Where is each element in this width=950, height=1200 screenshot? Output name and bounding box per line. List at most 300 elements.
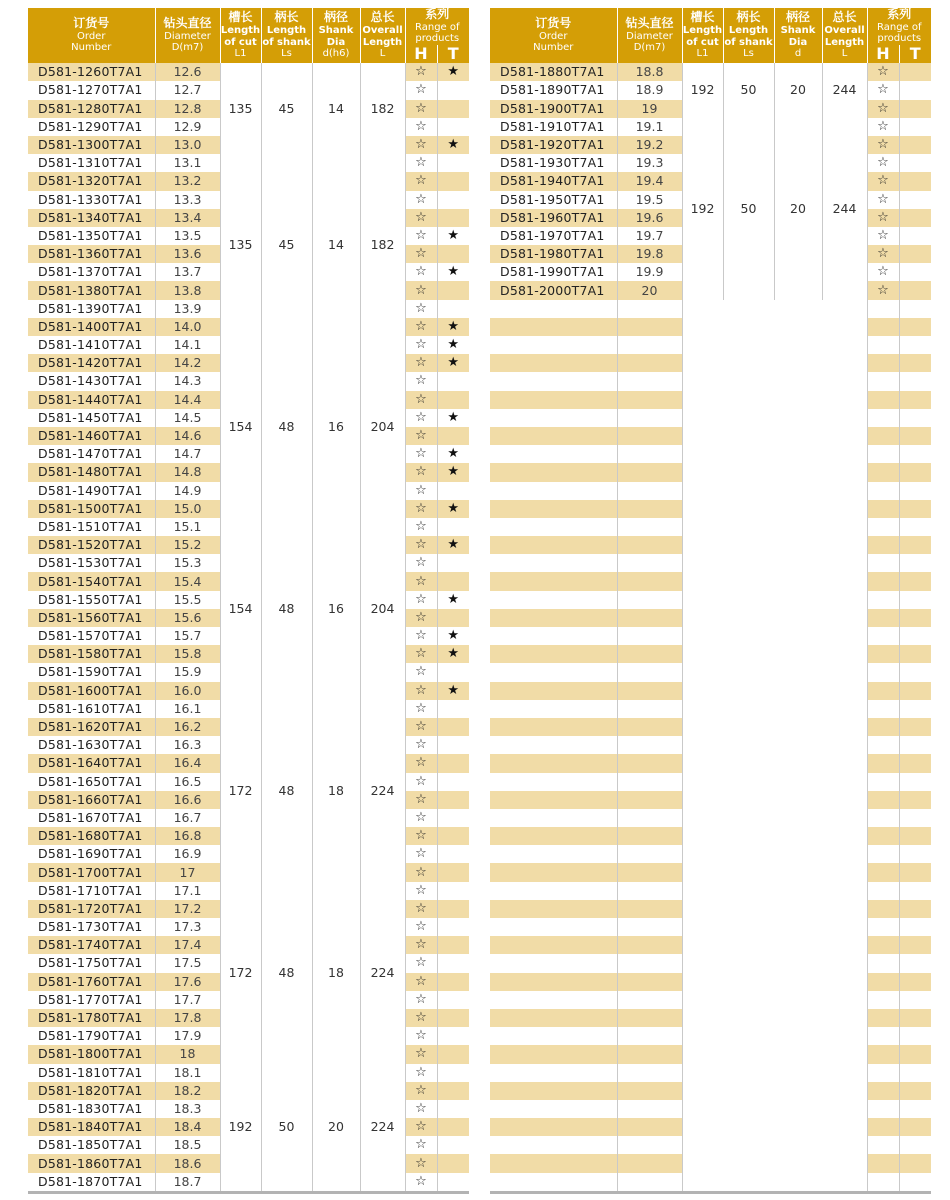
order-number-cell: D581-1660T7A1 <box>28 791 155 809</box>
empty-cell <box>867 809 899 827</box>
empty-cell <box>867 1027 899 1045</box>
empty-cell <box>617 791 682 809</box>
table-row <box>28 63 469 81</box>
length-of-cut-cell: 172 <box>220 700 261 882</box>
series-h-star-icon: ☆ <box>405 118 437 136</box>
empty-cell <box>617 1027 682 1045</box>
length-of-shank-cell: 50 <box>261 1064 312 1193</box>
empty-cell <box>867 372 899 390</box>
series-t-cell <box>437 773 469 791</box>
series-t-cell <box>437 245 469 263</box>
series-t-star-icon: ★ <box>447 628 460 644</box>
empty-cell <box>490 409 617 427</box>
series-h-star-icon: ☆ <box>405 154 437 172</box>
overall-length-cell: 182 <box>360 154 405 336</box>
diameter-cell: 13.1 <box>155 154 220 172</box>
shank-dia-cell: 16 <box>312 518 360 700</box>
empty-cell <box>899 427 931 445</box>
series-t-cell <box>899 172 931 190</box>
series-h-star-icon: ☆ <box>405 572 437 590</box>
empty-cell <box>617 463 682 481</box>
overall-length-cell: 244 <box>822 63 867 118</box>
order-number-cell: D581-1950T7A1 <box>490 191 617 209</box>
empty-cell <box>899 500 931 518</box>
empty-cell <box>490 500 617 518</box>
header-length-of-shank: 柄长 Length of shank Ls <box>261 8 312 63</box>
empty-cell <box>867 536 899 554</box>
empty-cell <box>490 627 617 645</box>
empty-cell <box>617 1136 682 1154</box>
series-t-cell <box>437 482 469 500</box>
empty-cell <box>490 773 617 791</box>
series-h-star-icon: ☆ <box>405 791 437 809</box>
order-number-cell: D581-1450T7A1 <box>28 409 155 427</box>
empty-cell <box>490 845 617 863</box>
series-t-cell <box>437 718 469 736</box>
series-h-star-icon: ☆ <box>405 900 437 918</box>
length-of-shank-cell: 50 <box>723 63 774 118</box>
series-t-cell <box>899 191 931 209</box>
empty-cell <box>490 900 617 918</box>
header-length-of-cut: 槽长 Length of cut L1 <box>220 8 261 63</box>
empty-cell <box>617 354 682 372</box>
order-number-cell: D581-1770T7A1 <box>28 991 155 1009</box>
empty-cell <box>617 1173 682 1193</box>
diameter-cell: 16.2 <box>155 718 220 736</box>
empty-cell <box>617 754 682 772</box>
empty-cell <box>867 554 899 572</box>
empty-cell <box>617 318 682 336</box>
series-h-star-icon: ☆ <box>405 281 437 299</box>
order-number-cell: D581-1750T7A1 <box>28 954 155 972</box>
header-series-t: T <box>899 45 931 63</box>
empty-cell <box>490 427 617 445</box>
empty-cell <box>490 1027 617 1045</box>
empty-cell <box>899 518 931 536</box>
empty-cell <box>617 1045 682 1063</box>
diameter-cell: 17.4 <box>155 936 220 954</box>
series-t-cell <box>437 1154 469 1172</box>
empty-cell <box>617 609 682 627</box>
empty-cell <box>490 572 617 590</box>
empty-cell <box>899 882 931 900</box>
empty-cell <box>617 1082 682 1100</box>
empty-cell <box>617 663 682 681</box>
header-series-h: H <box>867 45 899 63</box>
series-t-cell <box>437 609 469 627</box>
header-series-t: T <box>437 45 469 63</box>
empty-cell <box>867 900 899 918</box>
series-h-star-icon: ☆ <box>867 63 899 81</box>
empty-cell <box>617 1100 682 1118</box>
series-h-star-icon: ☆ <box>405 1009 437 1027</box>
series-h-star-icon: ☆ <box>405 81 437 99</box>
empty-cell <box>617 518 682 536</box>
series-h-star-icon: ☆ <box>405 554 437 572</box>
empty-cell <box>899 645 931 663</box>
empty-cell <box>899 1045 931 1063</box>
series-h-star-icon: ☆ <box>405 445 437 463</box>
diameter-cell: 19.3 <box>617 154 682 172</box>
empty-cell <box>899 591 931 609</box>
order-number-cell: D581-1900T7A1 <box>490 100 617 118</box>
length-of-shank-cell: 48 <box>261 882 312 1064</box>
series-t-star-icon: ★ <box>447 446 460 462</box>
series-t-cell <box>437 172 469 190</box>
empty-cell <box>490 936 617 954</box>
overall-length-cell: 182 <box>360 63 405 154</box>
series-t-star-icon: ★ <box>437 682 469 700</box>
order-number-cell: D581-1710T7A1 <box>28 882 155 900</box>
series-t-cell <box>437 372 469 390</box>
order-number-cell: D581-1540T7A1 <box>28 572 155 590</box>
diameter-cell: 15.7 <box>155 627 220 645</box>
series-h-star-icon: ☆ <box>405 863 437 881</box>
series-h-star-icon: ☆ <box>405 627 437 645</box>
diameter-cell: 14.3 <box>155 372 220 390</box>
length-of-cut-cell: 154 <box>220 336 261 518</box>
diameter-cell: 16.7 <box>155 809 220 827</box>
order-number-cell: D581-1690T7A1 <box>28 845 155 863</box>
empty-cell <box>899 991 931 1009</box>
series-h-star-icon: ☆ <box>405 354 437 372</box>
empty-cell <box>899 1009 931 1027</box>
overall-length-cell: 204 <box>360 336 405 518</box>
shank-dia-cell: 14 <box>312 63 360 154</box>
header-overall-length: 总长 Overall Length L <box>822 8 867 63</box>
length-of-cut-cell: 192 <box>682 63 723 118</box>
empty-cell <box>899 900 931 918</box>
header-diameter: 钻头直径 Diameter D(m7) <box>617 8 682 63</box>
series-t-star-icon: ★ <box>437 318 469 336</box>
empty-cell <box>617 809 682 827</box>
shank-dia-cell: 18 <box>312 882 360 1064</box>
diameter-cell: 15.6 <box>155 609 220 627</box>
empty-cell <box>899 845 931 863</box>
series-h-star-icon: ☆ <box>867 100 899 118</box>
empty-cell <box>867 1136 899 1154</box>
order-number-cell: D581-1490T7A1 <box>28 482 155 500</box>
series-t-cell <box>899 154 931 172</box>
empty-cell <box>867 463 899 481</box>
order-number-cell: D581-1310T7A1 <box>28 154 155 172</box>
order-number-cell: D581-1350T7A1 <box>28 227 155 245</box>
empty-cell <box>899 463 931 481</box>
empty-cell <box>490 663 617 681</box>
empty-cell <box>867 500 899 518</box>
series-h-star-icon: ☆ <box>405 882 437 900</box>
empty-cell <box>899 954 931 972</box>
empty-cell <box>899 1064 931 1082</box>
series-t-cell <box>899 245 931 263</box>
diameter-cell: 15.9 <box>155 663 220 681</box>
diameter-cell: 14.7 <box>155 445 220 463</box>
empty-cell <box>617 591 682 609</box>
series-t-star-icon: ★ <box>437 536 469 554</box>
series-h-star-icon: ☆ <box>405 645 437 663</box>
diameter-cell: 14.2 <box>155 354 220 372</box>
empty-cell <box>490 918 617 936</box>
diameter-cell: 17.9 <box>155 1027 220 1045</box>
empty-cell <box>867 1118 899 1136</box>
header-order-number: 订货号 Order Number <box>490 8 617 63</box>
shank-dia-cell: 20 <box>774 63 822 118</box>
diameter-cell: 13.2 <box>155 172 220 190</box>
empty-cell <box>490 954 617 972</box>
order-number-cell: D581-1730T7A1 <box>28 918 155 936</box>
series-h-star-icon: ☆ <box>867 245 899 263</box>
series-h-star-icon: ☆ <box>405 336 437 354</box>
empty-cell <box>899 918 931 936</box>
empty-cell <box>490 1064 617 1082</box>
diameter-cell: 19.6 <box>617 209 682 227</box>
diameter-cell: 15.8 <box>155 645 220 663</box>
series-h-star-icon: ☆ <box>405 482 437 500</box>
order-number-cell: D581-1620T7A1 <box>28 718 155 736</box>
empty-cell <box>899 754 931 772</box>
series-h-star-icon: ☆ <box>405 245 437 263</box>
empty-cell <box>617 554 682 572</box>
empty-cell <box>490 300 617 318</box>
diameter-cell: 15.1 <box>155 518 220 536</box>
table-row <box>28 882 469 900</box>
empty-cell <box>617 372 682 390</box>
diameter-cell: 13.4 <box>155 209 220 227</box>
diameter-cell: 13.3 <box>155 191 220 209</box>
order-number-cell: D581-1370T7A1 <box>28 263 155 281</box>
header-shank-dia: 柄径 Shank Dia d(h6) <box>312 8 360 63</box>
series-h-star-icon: ☆ <box>405 1045 437 1063</box>
diameter-cell: 19.7 <box>617 227 682 245</box>
series-t-star-icon: ★ <box>437 136 469 154</box>
series-t-cell <box>437 791 469 809</box>
table-body-right <box>490 63 931 1192</box>
series-h-star-icon: ☆ <box>405 827 437 845</box>
series-t-cell <box>437 554 469 572</box>
empty-cell <box>490 1100 617 1118</box>
length-of-cut-cell: 192 <box>682 118 723 300</box>
diameter-cell: 18.6 <box>155 1154 220 1172</box>
series-t-cell <box>437 1064 469 1082</box>
empty-cell <box>867 609 899 627</box>
order-number-cell: D581-1480T7A1 <box>28 463 155 481</box>
diameter-cell: 19.8 <box>617 245 682 263</box>
diameter-cell: 16.6 <box>155 791 220 809</box>
length-of-cut-cell: 172 <box>220 882 261 1064</box>
order-number-cell: D581-1960T7A1 <box>490 209 617 227</box>
empty-cell <box>899 1154 931 1172</box>
series-t-cell <box>899 281 931 299</box>
series-h-star-icon: ☆ <box>405 136 437 154</box>
series-t-cell <box>437 936 469 954</box>
series-t-cell <box>437 391 469 409</box>
empty-cell <box>617 973 682 991</box>
diameter-cell: 15.4 <box>155 572 220 590</box>
product-table-left <box>28 8 469 1194</box>
length-of-shank-cell: 50 <box>723 118 774 300</box>
empty-cell <box>617 336 682 354</box>
table-body-left <box>28 63 469 1192</box>
empty-cell <box>617 900 682 918</box>
empty-cell <box>617 1064 682 1082</box>
order-number-cell: D581-1520T7A1 <box>28 536 155 554</box>
empty-cell <box>490 554 617 572</box>
empty-cell <box>867 336 899 354</box>
series-t-cell <box>437 954 469 972</box>
empty-cell <box>899 973 931 991</box>
empty-cell <box>490 536 617 554</box>
series-t-star-icon: ★ <box>447 337 460 353</box>
empty-cell <box>899 1173 931 1193</box>
empty-cell <box>867 1082 899 1100</box>
series-h-star-icon: ☆ <box>405 427 437 445</box>
diameter-cell: 13.5 <box>155 227 220 245</box>
empty-cell <box>867 954 899 972</box>
empty-cell <box>490 736 617 754</box>
length-of-shank-cell: 48 <box>261 518 312 700</box>
series-h-star-icon: ☆ <box>405 391 437 409</box>
series-h-star-icon: ☆ <box>405 372 437 390</box>
series-h-star-icon: ☆ <box>405 663 437 681</box>
empty-cell <box>867 718 899 736</box>
series-h-star-icon: ☆ <box>405 991 437 1009</box>
empty-cell <box>867 1045 899 1063</box>
order-number-cell: D581-1830T7A1 <box>28 1100 155 1118</box>
series-h-star-icon: ☆ <box>405 63 437 81</box>
empty-cell <box>490 809 617 827</box>
series-t-cell <box>437 281 469 299</box>
order-number-cell: D581-1550T7A1 <box>28 591 155 609</box>
empty-cell <box>867 827 899 845</box>
series-h-star-icon: ☆ <box>405 209 437 227</box>
series-t-star-icon: ★ <box>447 264 460 280</box>
series-h-star-icon: ☆ <box>405 973 437 991</box>
series-h-star-icon: ☆ <box>405 518 437 536</box>
series-h-star-icon: ☆ <box>405 1136 437 1154</box>
diameter-cell: 16.3 <box>155 736 220 754</box>
series-h-star-icon: ☆ <box>867 118 899 136</box>
order-number-cell: D581-1860T7A1 <box>28 1154 155 1172</box>
series-t-cell <box>437 1009 469 1027</box>
series-t-cell <box>437 572 469 590</box>
series-t-star-icon: ★ <box>447 591 460 607</box>
order-number-cell: D581-1330T7A1 <box>28 191 155 209</box>
empty-cell <box>490 445 617 463</box>
order-number-cell: D581-1290T7A1 <box>28 118 155 136</box>
series-h-star-icon: ☆ <box>867 227 899 245</box>
diameter-cell: 17 <box>155 863 220 881</box>
empty-cell <box>617 718 682 736</box>
diameter-cell: 17.1 <box>155 882 220 900</box>
diameter-cell: 19.1 <box>617 118 682 136</box>
diameter-cell: 13.0 <box>155 136 220 154</box>
empty-cell <box>490 518 617 536</box>
series-t-cell <box>899 100 931 118</box>
empty-cell <box>617 391 682 409</box>
order-number-cell: D581-2000T7A1 <box>490 281 617 299</box>
order-number-cell: D581-1300T7A1 <box>28 136 155 154</box>
empty-cell <box>490 973 617 991</box>
series-h-star-icon: ☆ <box>405 100 437 118</box>
empty-cell <box>617 882 682 900</box>
series-h-star-icon: ☆ <box>867 81 899 99</box>
series-t-cell <box>437 736 469 754</box>
empty-cell <box>490 863 617 881</box>
order-number-cell: D581-1810T7A1 <box>28 1064 155 1082</box>
series-h-star-icon: ☆ <box>405 754 437 772</box>
diameter-cell: 18 <box>155 1045 220 1063</box>
empty-cell <box>867 1009 899 1027</box>
order-number-cell: D581-1400T7A1 <box>28 318 155 336</box>
empty-cell <box>617 645 682 663</box>
series-t-cell <box>437 118 469 136</box>
series-h-star-icon: ☆ <box>405 500 437 518</box>
order-number-cell: D581-1700T7A1 <box>28 863 155 881</box>
empty-cell <box>867 682 899 700</box>
series-t-cell <box>437 1082 469 1100</box>
series-t-cell <box>437 191 469 209</box>
empty-cell <box>899 700 931 718</box>
diameter-cell: 12.8 <box>155 100 220 118</box>
empty-cell <box>867 1064 899 1082</box>
order-number-cell: D581-1460T7A1 <box>28 427 155 445</box>
empty-cell <box>867 482 899 500</box>
order-number-cell: D581-1280T7A1 <box>28 100 155 118</box>
empty-cell <box>617 918 682 936</box>
empty-cell <box>490 372 617 390</box>
diameter-cell: 17.5 <box>155 954 220 972</box>
empty-cell <box>617 300 682 318</box>
overall-length-cell: 224 <box>360 700 405 882</box>
empty-cell <box>899 318 931 336</box>
length-of-cut-cell: 135 <box>220 63 261 154</box>
empty-cell <box>899 682 931 700</box>
order-number-cell: D581-1260T7A1 <box>28 63 155 81</box>
series-t-cell <box>437 845 469 863</box>
series-h-star-icon: ☆ <box>405 718 437 736</box>
diameter-cell: 15.0 <box>155 500 220 518</box>
series-h-star-icon: ☆ <box>405 1027 437 1045</box>
series-h-star-icon: ☆ <box>405 1154 437 1172</box>
empty-cell <box>867 700 899 718</box>
order-number-cell: D581-1340T7A1 <box>28 209 155 227</box>
series-t-cell <box>437 700 469 718</box>
empty-cell <box>617 1154 682 1172</box>
empty-cell <box>867 391 899 409</box>
empty-cell <box>617 572 682 590</box>
empty-cell <box>899 372 931 390</box>
empty-cell <box>617 482 682 500</box>
order-number-cell: D581-1740T7A1 <box>28 936 155 954</box>
diameter-cell: 16.5 <box>155 773 220 791</box>
empty-cell <box>899 609 931 627</box>
empty-cell <box>899 482 931 500</box>
empty-cell <box>867 627 899 645</box>
order-number-cell: D581-1270T7A1 <box>28 81 155 99</box>
order-number-cell: D581-1600T7A1 <box>28 682 155 700</box>
empty-cell <box>899 572 931 590</box>
order-number-cell: D581-1410T7A1 <box>28 336 155 354</box>
empty-cell <box>490 591 617 609</box>
shank-dia-cell: 14 <box>312 154 360 336</box>
empty-cell <box>617 682 682 700</box>
diameter-cell: 20 <box>617 281 682 299</box>
diameter-cell: 13.9 <box>155 300 220 318</box>
order-number-cell: D581-1430T7A1 <box>28 372 155 390</box>
shank-dia-cell: 16 <box>312 336 360 518</box>
diameter-cell: 18.1 <box>155 1064 220 1082</box>
series-t-cell <box>899 63 931 81</box>
